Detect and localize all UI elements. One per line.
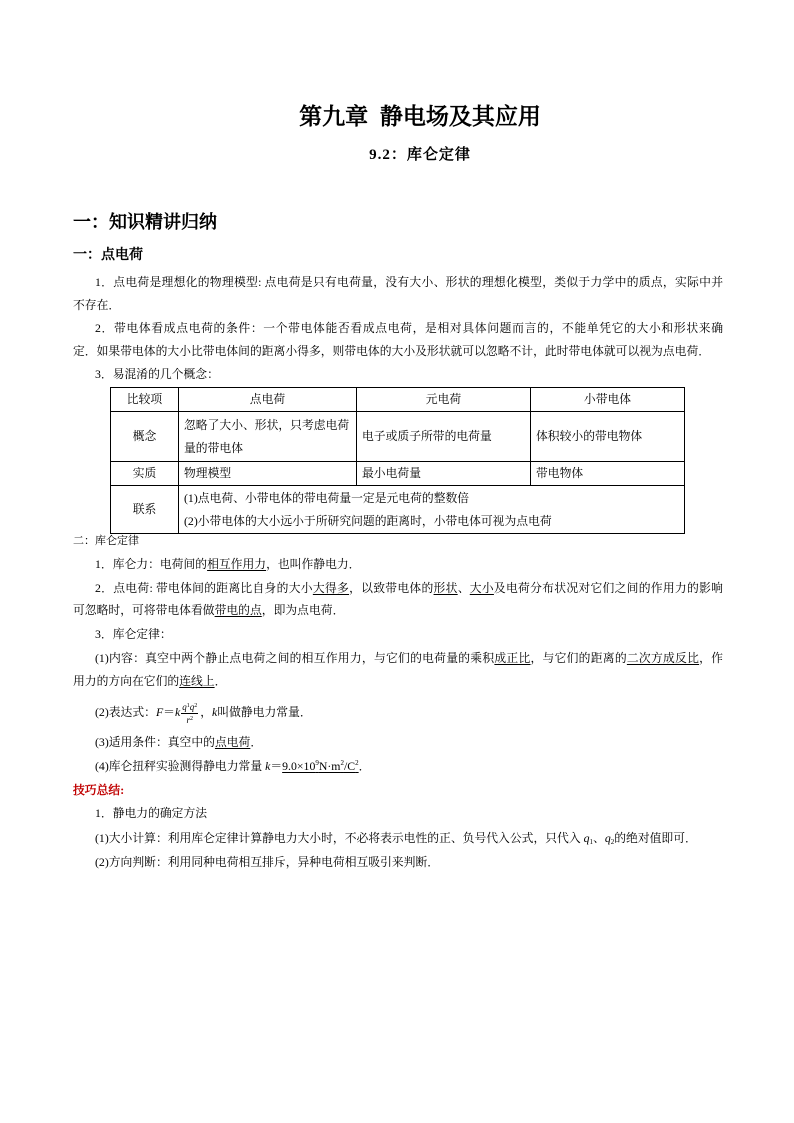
table-row (111, 462, 685, 486)
paragraph-line (73, 602, 344, 618)
formula-line (95, 698, 312, 726)
text-segment: ． (250, 735, 263, 749)
text-segment: 叫做静电力常量． (217, 705, 312, 719)
unit-exponent: 2 (340, 759, 344, 767)
row-label: 实质 (111, 462, 179, 486)
table-header-cell: 点电荷 (179, 388, 357, 412)
text-segment: ， (200, 705, 213, 719)
row-label: 联系 (111, 486, 179, 534)
paragraph-line (95, 556, 360, 572)
table-header-row (111, 388, 685, 412)
comparison-table (110, 387, 685, 534)
constant-mantissa: 9.0×10 (282, 759, 316, 773)
formula-symbol-k: k (174, 705, 181, 719)
cell-line: 量的带电体 (184, 440, 243, 455)
formula-equals: ＝ (270, 759, 283, 773)
paragraph-line (95, 650, 723, 666)
table-cell: 电子或质子所带的电荷量 (357, 412, 531, 462)
formula-symbol-q: q (583, 831, 590, 845)
text-segment: (2)表达式： (95, 705, 156, 719)
underlined-constant-value (282, 759, 358, 773)
text-segment: 可忽略时，可将带电体看做 (73, 603, 215, 617)
text-segment: 2．点电荷: 带电体间的距离比自身的大小 (95, 581, 313, 595)
paragraph-line: 3．易混淆的几个概念： (95, 367, 219, 381)
text-segment: (4)库仑扭秤实验测得静电力常量 (95, 759, 266, 773)
table-cell: 最小电荷量 (357, 462, 531, 486)
underlined-term: 带电的点 (214, 603, 262, 617)
text-segment: 1．库仑力：电荷间的 (95, 557, 208, 571)
chapter-title: 第九章 静电场及其应用 (299, 104, 541, 129)
table-cell (179, 412, 357, 462)
paragraph-line (95, 758, 370, 774)
underlined-term: 点电荷 (214, 735, 251, 749)
table-header-cell: 比较项 (111, 388, 179, 412)
paragraph-line: (2)方向判断：利用同种电荷相互排斥，异种电荷相互吸引来判断． (95, 855, 440, 869)
paragraph-line: 1．点电荷是理想化的物理模型: 点电荷是只有电荷量，没有大小、形状的理想化模型，类似于力学中的质点，实际中并 (95, 275, 723, 289)
cell-line: 忽略了大小、形状，只考虑电荷 (184, 417, 350, 432)
formula-subscript: 1 (589, 838, 593, 846)
formula-symbol-r: r (186, 714, 190, 725)
paragraph-line (95, 580, 723, 596)
text-segment: 、 (593, 831, 605, 845)
formula-index: 1 (186, 702, 190, 709)
formula-symbol-k: k (212, 705, 218, 719)
table-header-cell: 小带电体 (531, 388, 685, 412)
table-row (111, 486, 685, 534)
text-segment: ，也叫作静电力． (266, 557, 361, 571)
text-segment: ． (358, 759, 371, 773)
text-segment: 、 (457, 581, 470, 595)
formula-exponent: 2 (189, 715, 193, 722)
underlined-term: 相互作用力 (207, 557, 267, 571)
formula-symbol-q: q (182, 701, 187, 712)
text-segment: ，作 (699, 651, 723, 665)
table-cell: 物理模型 (179, 462, 357, 486)
text-segment: 及电荷分布状况对它们之间的作用力的影响 (493, 581, 723, 595)
paragraph-line: 不存在． (73, 298, 121, 312)
text-segment: 用力的方向在它们的 (73, 674, 180, 688)
table-header-cell: 元电荷 (357, 388, 531, 412)
tips-heading: 技巧总结: (73, 783, 125, 797)
underlined-term: 成正比 (494, 651, 531, 665)
paragraph-line: 3．库仑定律： (95, 627, 172, 641)
text-segment: ，以致带电体的 (349, 581, 434, 595)
paragraph-line: 定．如果带电体的大小比带电体间的距离小得多，则带电体的大小及形状就可以忽略不计，此时带电体就可以视为点电荷． (73, 344, 711, 358)
formula-symbol-k: k (265, 759, 271, 773)
paragraph-line: 1．静电力的确定方法 (95, 806, 208, 820)
fraction (181, 702, 198, 725)
text-segment: ，即为点电荷． (261, 603, 345, 617)
row-label: 概念 (111, 412, 179, 462)
formula-symbol-q: q (604, 831, 611, 845)
cell-line: (2)小带电体的大小远小于所研究问题的距离时，小带电体可视为点电荷 (184, 513, 552, 528)
table-cell: 体积较小的带电物体 (531, 412, 685, 462)
cell-line: (1)点电荷、小带电体的带电荷量一定是元电荷的整数倍 (184, 490, 470, 505)
unit-exponent: 2 (355, 759, 359, 767)
constant-unit: N·m (318, 759, 341, 773)
paragraph-line (95, 734, 262, 750)
formula-equals: ＝ (163, 705, 175, 719)
table-cell-merged (179, 486, 685, 534)
text-segment: 的绝对值即可． (614, 831, 697, 845)
subsection-heading-point-charge: 一：点电荷 (73, 248, 143, 263)
text-segment: (1)内容：真空中两个静止点电荷之间的相互作用力，与它们的电荷量的乘积 (95, 651, 495, 665)
constant-unit: /C (343, 759, 356, 773)
fraction-numerator (181, 702, 198, 714)
section-subtitle: 9.2：库仑定律 (369, 147, 471, 163)
paragraph-line: 2．带电体看成点电荷的条件：一个带电体能否看成点电荷，是相对具体问题而言的，不能单凭它的大小和形状来确 (95, 321, 723, 335)
table-row (111, 412, 685, 462)
text-segment: (1)大小计算：利用库仑定律计算静电力大小时，不必将表示电性的正、负号代入公式，只代入 (95, 831, 584, 845)
paragraph-line (95, 830, 697, 846)
table-cell: 带电物体 (531, 462, 685, 486)
underlined-term: 大得多 (312, 581, 350, 595)
underlined-term: 二次方成反比 (626, 651, 700, 665)
paragraph-line (73, 673, 226, 689)
formula-symbol-q: q (189, 701, 195, 712)
formula-index: 2 (194, 702, 198, 709)
text-segment: (3)适用条件：真空中的 (95, 735, 215, 749)
subsection-heading-coulomb: 二：库仑定律 (73, 535, 139, 547)
text-segment: ，与它们的距离的 (530, 651, 627, 665)
text-segment: ． (214, 674, 227, 688)
constant-exponent: 9 (315, 759, 319, 767)
underlined-term: 形状 (433, 581, 458, 595)
formula-subscript: 2 (610, 838, 615, 846)
underlined-term: 大小 (469, 581, 494, 595)
section-heading: 一：知识精讲归纳 (73, 212, 217, 232)
underlined-term: 连线上 (179, 674, 215, 688)
formula-symbol-F: F (155, 705, 164, 719)
fraction-denominator (181, 714, 198, 725)
